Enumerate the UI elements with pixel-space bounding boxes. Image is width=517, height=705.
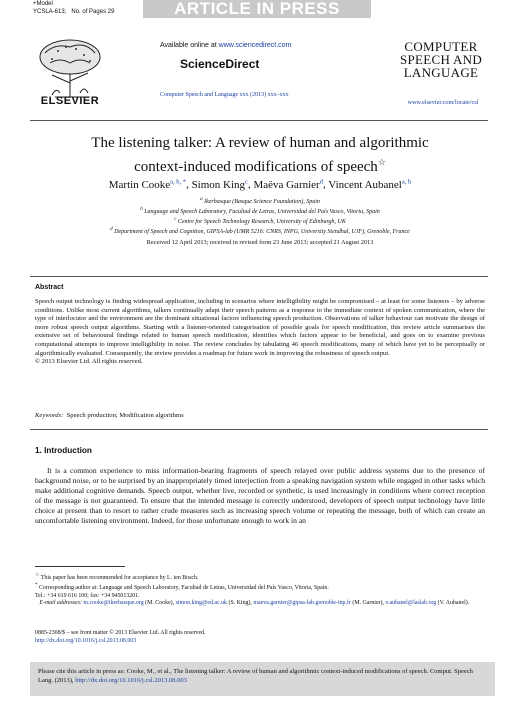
received-dates: Received 12 April 2013; received in revised form 23 June 2013; accepted 21 August 2013 bbox=[146, 239, 374, 246]
affiliation: $^a$ Ikerbasque (Basque Science Foundation), Spain bbox=[200, 197, 320, 205]
article-in-press-banner: ARTICLE IN PRESS bbox=[143, 0, 371, 18]
footnote: * Corresponding author at: Language and Speech Laboratory, Facultad de Letras, Universidad del País Vasco, Vitoria, Spain. bbox=[35, 583, 329, 592]
email-link[interactable]: simon.king@ed.ac.uk bbox=[175, 600, 228, 607]
article-reference bbox=[33, 1, 114, 16]
section-heading: 1. Introduction bbox=[35, 446, 92, 455]
footnote-tel: Tel.: +34 619 616 100; fax: +34 945013201. bbox=[35, 592, 140, 599]
page-count: No. of Pages 29 bbox=[71, 8, 115, 15]
copyright: © 2013 Elsevier Ltd. All rights reserved. bbox=[35, 358, 143, 366]
journal-title: COMPUTER SPEECH AND LANGUAGE bbox=[399, 39, 483, 80]
model-label: +Model bbox=[33, 1, 53, 7]
abstract-heading: Abstract bbox=[35, 284, 64, 291]
email-link[interactable]: maeva.garnier@gipsa-lab.grenoble-inp.fr bbox=[253, 600, 351, 607]
title-footnote-mark[interactable]: ☆ bbox=[377, 157, 386, 167]
publisher-name: ELSEVIER bbox=[40, 95, 100, 107]
header-divider bbox=[30, 120, 488, 121]
affiliation: $^c$ Centre for Speech Technology Research, University of Edinburgh, UK bbox=[174, 217, 346, 226]
author: Simon King$^c$ bbox=[191, 178, 248, 191]
keywords: Keywords: Speech production; Modification algorithms bbox=[35, 412, 184, 419]
cite-doi-link[interactable]: http://dx.doi.org/10.1016/j.csl.2013.08.003 bbox=[75, 677, 187, 684]
sciencedirect-logo: ScienceDirect bbox=[180, 57, 260, 71]
journal-url-link[interactable]: www.elsevier.com/locate/csl bbox=[407, 99, 479, 106]
abstract-top-divider bbox=[30, 276, 488, 277]
email-link[interactable]: v.aubanel@laslab.org bbox=[385, 600, 437, 607]
author: Maëva Garnier$^d$ bbox=[253, 178, 323, 191]
footnote-divider bbox=[35, 566, 125, 567]
ref-id: YCSLA-613; bbox=[33, 8, 67, 15]
sciencedirect-link[interactable]: www.sciencedirect.com bbox=[218, 42, 292, 49]
footnotes bbox=[35, 572, 485, 608]
footnote-emails: E-mail addresses: m.cooke@ikerbasque.org (M. Cooke), simon.king@ed.ac.uk (S. King), maeva.garnier@gipsa-lab.grenoble-inp.fr (M. Garnier), v.aubanel@laslab.org (V. Aubanel). bbox=[39, 600, 470, 607]
author-list: Martin Cooke$^{a, b, *}$, Simon King$^c$, Maëva Garnier$^d$, Vincent Aubanel$^{a, b}$ bbox=[108, 178, 412, 191]
affiliation: $^d$ Department of Speech and Cognition, GIPSA-lab (UMR 5216: CNRS, INPG, University Stendhal, UJF), Grenoble, France bbox=[110, 227, 410, 236]
email-link[interactable]: m.cooke@ikerbasque.org bbox=[83, 600, 144, 607]
intro-paragraph: It is a common experience to miss information-bearing fragments of speech relayed over public address systems due to the presence of background noise, or to be surprised by an inappropriately timed interjection from a speaking navigation system while engaged in other tasks which make additional cognitive demands. Speech output, whether live, recorded or synthetic, is used increasingly in conditions where correct reception of the message is not guaranteed. To ensure that the intended message is correctly understood, developers of speech output technology have little choice at present than to resort to rather crude measures such as increasing speech volume or repeating the message, both of which can create an uncomfortable listening environment. Indeed, for those unfortunate enough to work in an bbox=[35, 466, 485, 526]
author: Martin Cooke$^{a, b, *}$ bbox=[108, 178, 187, 191]
cite-box-text: Please cite this article in press as: Cooke, M., et al., The listening talker: A review of human and algorithmic context-induced modifications of speech. Comput. Speech Lang. (2013), http://dx.doi.org/10.1016/j.csl.2013.08.003 bbox=[38, 668, 473, 684]
affiliation: $^b$ Language and Speech Laboratory, Facultad de Letras, Universidad del País Vasco, Vitoria, Spain bbox=[140, 207, 380, 216]
affiliations bbox=[30, 196, 490, 236]
abstract-bottom-divider bbox=[30, 429, 488, 430]
footnote: ☆ This paper has been recommended for acceptance by L. ten Bosch. bbox=[35, 573, 199, 581]
abstract-body: Speech output technology is finding widespread application, including in scenarios where intelligibility might be compromised – at least for some listeners – by adverse conditions. Unlike most current algorithms, talkers continually adapt their speech patterns as a response to the immediate context of spoken communication, where the type of interlocutor and the environment are the dominant situational factors influencing speech production. Observations of talker behaviour can motivate the design of more robust speech output algorithms. Starting with a listener-oriented categorisation of possible goals for speech modification, this review article summarises the extensive set of behavioural findings related to human speech modification, identifies which factors appear to be beneficial, and goes on to examine previous computational attempts to improve intelligibility in noise. The review concludes by tabulating 46 speech modifications, many of which have yet to be perceptually or algorithmically evaluated. Consequently, the review provides a roadmap for future work in improving the robustness of speech output. © 2013 Elsevier Ltd. All rights reserved. bbox=[35, 298, 485, 366]
available-online: Available online at www.sciencedirect.com bbox=[160, 42, 292, 49]
doi-link[interactable]: http://dx.doi.org/10.1016/j.csl.2013.08.003 bbox=[35, 637, 137, 644]
article-title: The listening talker: A review of human and algorithmic context-induced modifications of speech☆ bbox=[91, 135, 429, 175]
journal-citation: Computer Speech and Language xxx (2013) xxx–xxx bbox=[160, 92, 289, 98]
author: Vincent Aubanel$^{a, b}$ bbox=[328, 178, 412, 191]
issn-info: 0885-2308/$ – see front matter © 2013 Elsevier Ltd. All rights reserved. http://dx.doi.org/10.1016/j.csl.2013.08.003 bbox=[35, 630, 206, 644]
